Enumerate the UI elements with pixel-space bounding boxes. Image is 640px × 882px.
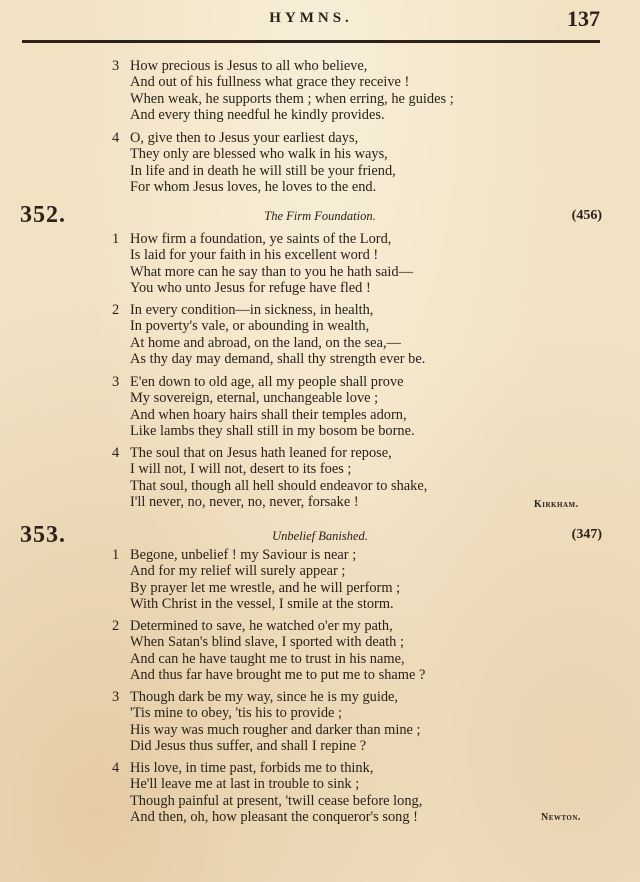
verse-line: You who unto Jesus for refuge have fled !	[130, 279, 371, 296]
stanza	[112, 130, 532, 195]
verse-line: How firm a foundation, ye saints of the Lord,	[130, 231, 392, 247]
stanza	[112, 618, 532, 683]
stanza-number: 3	[112, 689, 120, 705]
verse-line: They only are blessed who walk in his ways,	[130, 146, 388, 163]
verse-line: How precious is Jesus to all who believe,	[130, 58, 368, 74]
verse-line: With Christ in the vessel, I smile at the storm.	[130, 595, 394, 612]
stanza-number: 1	[112, 231, 120, 247]
verse-line: And thus far have brought me to put me to shame ?	[130, 666, 426, 683]
header-rule	[22, 40, 600, 43]
verse-line: Though dark be my way, since he is my guide,	[130, 689, 399, 705]
stanza-number: 4	[112, 130, 120, 146]
stanza	[112, 547, 532, 612]
verse-line: 'Tis mine to obey, 'tis his to provide ;	[130, 705, 342, 722]
running-head: HYMNS.	[269, 10, 353, 26]
author-attribution: Kirkham.	[534, 499, 579, 510]
verse-line: And for my relief will surely appear ;	[130, 563, 346, 580]
stanza	[112, 58, 532, 123]
stanza-number: 1	[112, 547, 120, 563]
verse-line: Though painful at present, 'twill cease before long,	[130, 792, 423, 809]
verse-line: I'll never, no, never, no, never, forsake !	[130, 493, 359, 510]
author-attribution: Newton.	[541, 812, 581, 823]
stanza	[112, 231, 532, 296]
page-header	[22, 6, 600, 40]
verse-line: Is laid for your faith in his excellent word !	[130, 247, 379, 264]
stanza-number: 3	[112, 58, 120, 74]
page-number: 137	[567, 6, 600, 31]
stanza	[112, 302, 532, 367]
verse-line: As thy day may demand, shall thy strength ever be.	[130, 350, 426, 367]
verse-line: That soul, though all hell should endeavor to shake,	[130, 477, 428, 494]
hymn-title: Unbelief Banished.	[272, 529, 368, 543]
verse-line: His love, in time past, forbids me to think,	[130, 760, 374, 776]
verse-line: In life and in death he will still be your friend,	[130, 162, 396, 179]
stanza	[112, 689, 532, 754]
hymn-number: 352.	[20, 202, 66, 228]
verse-line: My sovereign, eternal, unchangeable love ;	[130, 390, 379, 407]
verse-line: O, give then to Jesus your earliest days,	[130, 130, 359, 146]
verse-line: He'll leave me at last in trouble to sink ;	[130, 776, 360, 793]
tune-number: (456)	[571, 208, 602, 223]
verse-line: And can he have taught me to trust in his name,	[130, 650, 405, 667]
stanza-number: 2	[112, 302, 120, 318]
verse-line: And then, oh, how pleasant the conqueror's song !	[130, 808, 418, 825]
verse-line: E'en down to old age, all my people shall prove	[130, 374, 404, 390]
stanza-number: 3	[112, 374, 120, 390]
verse-line: And out of his fullness what grace they receive !	[130, 74, 410, 91]
stanza-number: 4	[112, 760, 120, 776]
verse-line: Determined to save, he watched o'er my path,	[130, 618, 393, 634]
verse-line: For whom Jesus loves, he loves to the end.	[130, 178, 377, 195]
hymn-title: The Firm Foundation.	[264, 209, 376, 223]
verse-line: I will not, I will not, desert to its foes ;	[130, 461, 352, 478]
stanza	[112, 445, 532, 510]
verse-line: When weak, he supports them ; when erring, he guides ;	[130, 90, 454, 107]
verse-line: What more can he say than to you he hath said—	[130, 263, 413, 280]
verse-line: At home and abroad, on the land, on the sea,—	[130, 334, 401, 351]
verse-line: And every thing needful he kindly provides.	[130, 106, 385, 123]
stanza	[112, 374, 532, 439]
verse-line: The soul that on Jesus hath leaned for repose,	[130, 445, 392, 461]
stanza-number: 2	[112, 618, 120, 634]
verse-line: When Satan's blind slave, I sported with death ;	[130, 634, 404, 651]
verse-line: And when hoary hairs shall their temples adorn,	[130, 406, 407, 423]
verse-line: His way was much rougher and darker than mine ;	[130, 721, 421, 738]
verse-line: In every condition—in sickness, in health,	[130, 302, 374, 318]
stanza	[112, 760, 532, 825]
verse-line: Begone, unbelief ! my Saviour is near ;	[130, 547, 357, 563]
verse-line: Did Jesus thus suffer, and shall I repine ?	[130, 737, 367, 754]
verse-line: In poverty's vale, or abounding in wealth,	[130, 318, 370, 335]
tune-number: (347)	[571, 527, 602, 542]
verse-line: By prayer let me wrestle, and he will perform ;	[130, 579, 401, 596]
verse-line: Like lambs they shall still in my bosom be borne.	[130, 422, 415, 439]
stanza-number: 4	[112, 445, 120, 461]
hymn-number: 353.	[20, 522, 66, 548]
